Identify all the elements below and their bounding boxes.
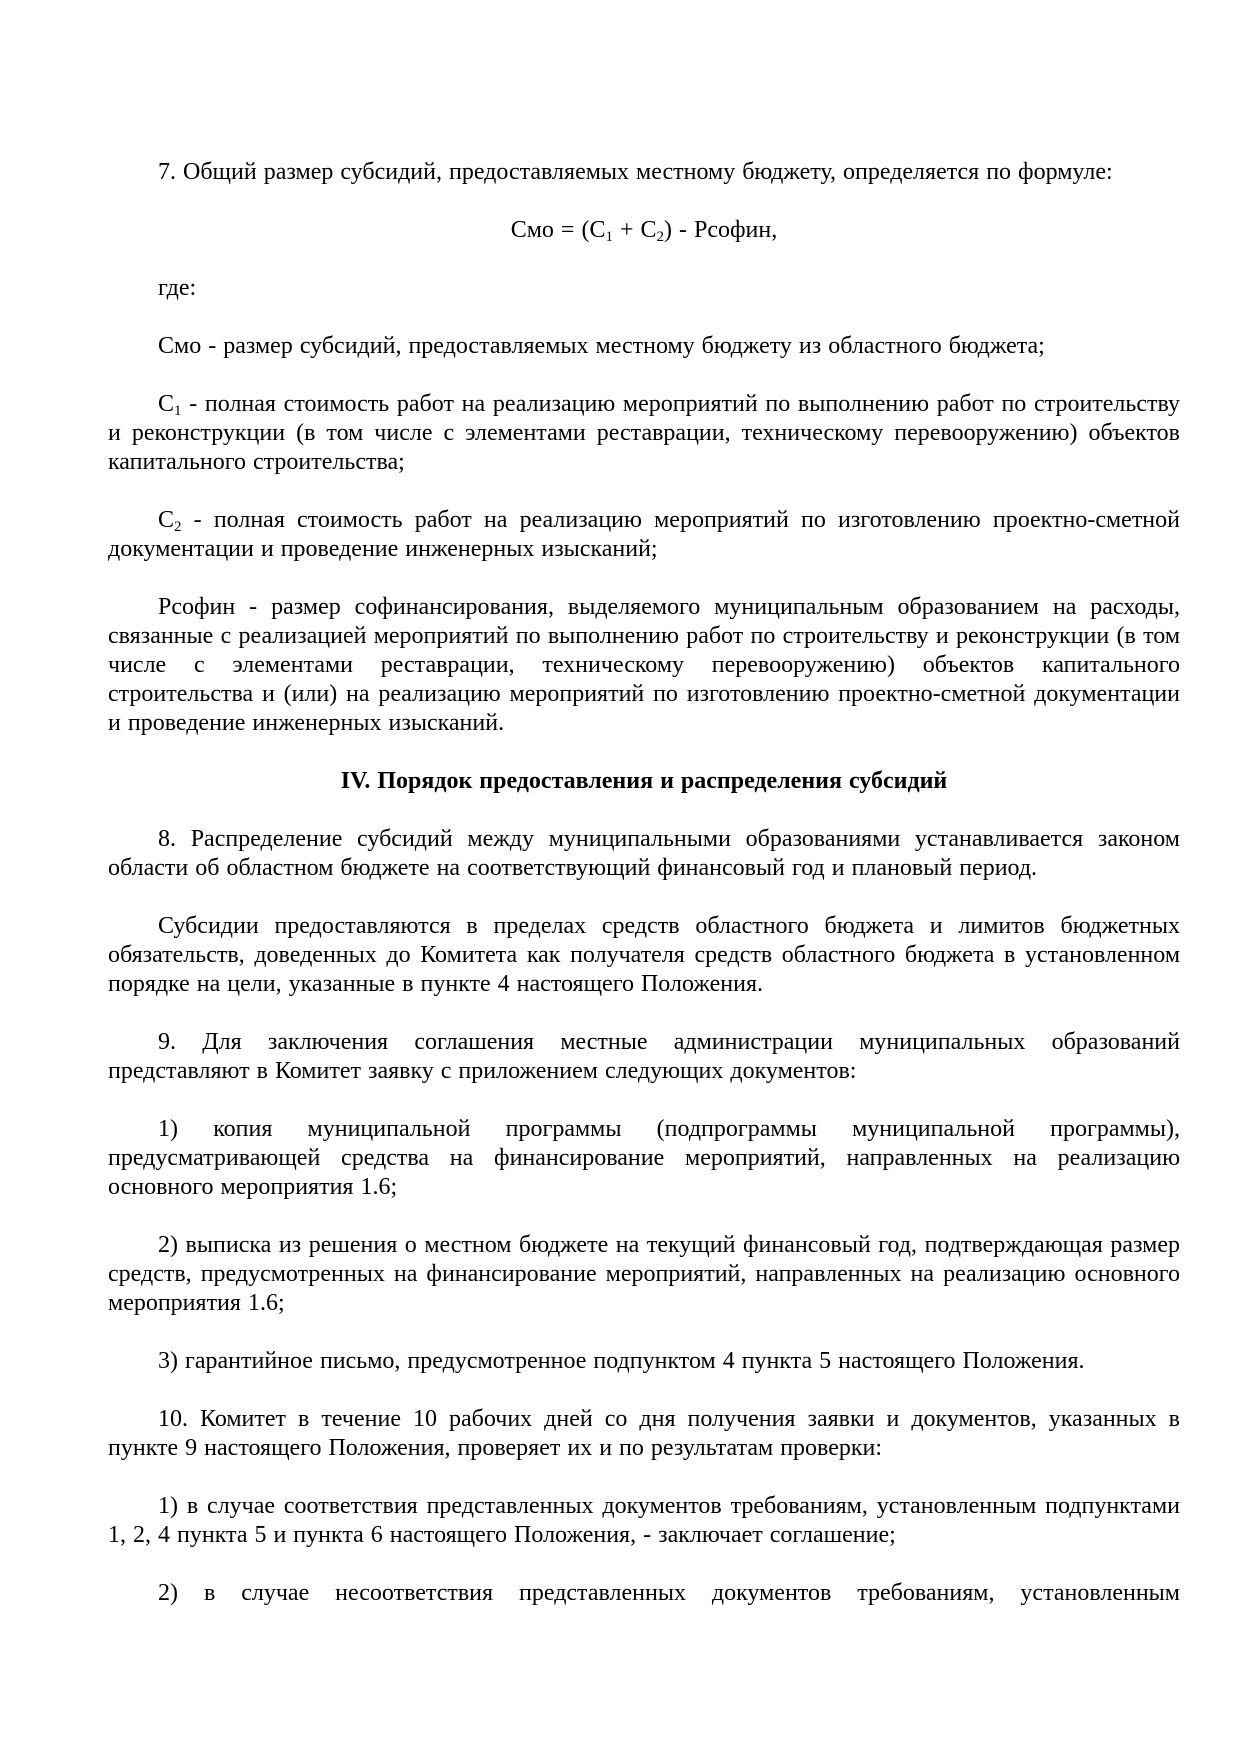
para-9 bbox=[108, 1028, 1180, 1086]
text-run: С bbox=[158, 507, 175, 533]
item-10-2 bbox=[108, 1579, 1180, 1608]
para-8 bbox=[108, 825, 1180, 883]
section-heading bbox=[108, 767, 1180, 796]
item-9-2 bbox=[108, 1231, 1180, 1318]
text-run: 7. Общий размер субсидий, предоставляемых местному бюджету, определяется по формуле: bbox=[158, 159, 1113, 185]
text-run: - полная стоимость работ на реализацию мероприятий по выполнению работ по строительству и реконструкции (в том числе с элементами реставрации, техническому перевооружению) объектов капитального строительства; bbox=[108, 391, 1180, 475]
def-s2 bbox=[108, 506, 1180, 564]
subscript-text: 1 bbox=[605, 229, 613, 245]
item-9-1 bbox=[108, 1115, 1180, 1202]
formula-smo bbox=[108, 216, 1180, 245]
item-10-1 bbox=[108, 1492, 1180, 1550]
text-run: 8. Распределение субсидий между муниципальными образованиями устанавливается законом области об областном бюджете на соответствующий финансовый год и плановый период. bbox=[108, 826, 1180, 881]
text-run: ) - Рсофин, bbox=[664, 217, 778, 243]
document-content bbox=[108, 158, 1180, 1608]
def-s1 bbox=[108, 390, 1180, 477]
subscript-text: 2 bbox=[174, 519, 182, 535]
para-10 bbox=[108, 1405, 1180, 1463]
text-run: С bbox=[158, 391, 175, 417]
para-7 bbox=[108, 158, 1180, 187]
text-run: Смо - размер субсидий, предоставляемых местному бюджету из областного бюджета; bbox=[158, 333, 1045, 359]
text-run: Смо = (С bbox=[510, 217, 606, 243]
where-label bbox=[108, 274, 1180, 303]
text-run: 10. Комитет в течение 10 рабочих дней со дня получения заявки и документов, указанных в пункте 9 настоящего Положения, проверяет их и по результатам проверки: bbox=[108, 1406, 1180, 1461]
item-9-3 bbox=[108, 1347, 1180, 1376]
text-run: + С bbox=[612, 217, 657, 243]
text-run: 3) гарантийное письмо, предусмотренное подпунктом 4 пункта 5 настоящего Положения. bbox=[158, 1348, 1085, 1374]
text-run: 1) в случае соответствия представленных документов требованиям, установленным подпунктами 1, 2, 4 пункта 5 и пункта 6 настоящего Положения, - заключает соглашение; bbox=[108, 1493, 1180, 1548]
text-run: - полная стоимость работ на реализацию мероприятий по изготовлению проектно-сметной документации и проведение инженерных изысканий; bbox=[108, 507, 1180, 562]
text-run: где: bbox=[158, 275, 197, 301]
text-run: Рсофин - размер софинансирования, выделяемого муниципальным образованием на расходы, связанные с реализацией мероприятий по выполнению работ по строительству и реконструкции (в том числе с элементами реставрации, техническому перевооружению) объектов капитального строительства и (или) на реализацию мероприятий по изготовлению проектно-сметной документации и проведение инженерных изысканий. bbox=[108, 594, 1180, 736]
text-run: 2) выписка из решения о местном бюджете на текущий финансовый год, подтверждающая размер средств, предусмотренных на финансирование мероприятий, направленных на реализацию основного мероприятия 1.6; bbox=[108, 1232, 1180, 1316]
def-smo bbox=[108, 332, 1180, 361]
text-run: 1) копия муниципальной программы (подпрограммы муниципальной программы), предусматривающей средства на финансирование мероприятий, направленных на реализацию основного мероприятия 1.6; bbox=[108, 1116, 1180, 1200]
def-rsofin bbox=[108, 593, 1180, 738]
subscript-text: 1 bbox=[174, 403, 182, 419]
subscript-text: 2 bbox=[656, 229, 665, 245]
text-run: 2) в случае несоответствия представленных документов требованиям, установленным bbox=[158, 1580, 1180, 1606]
text-run: Субсидии предоставляются в пределах средств областного бюджета и лимитов бюджетных обязательств, доведенных до Комитета как получателя средств областного бюджета в установленном порядке на цели, указанные в пункте 4 настоящего Положения. bbox=[108, 913, 1180, 997]
para-8-cont bbox=[108, 912, 1180, 999]
text-run: IV. Порядок предоставления и распределения субсидий bbox=[340, 768, 948, 794]
text-run: 9. Для заключения соглашения местные администрации муниципальных образований представляют в Комитет заявку с приложением следующих документов: bbox=[108, 1029, 1180, 1084]
